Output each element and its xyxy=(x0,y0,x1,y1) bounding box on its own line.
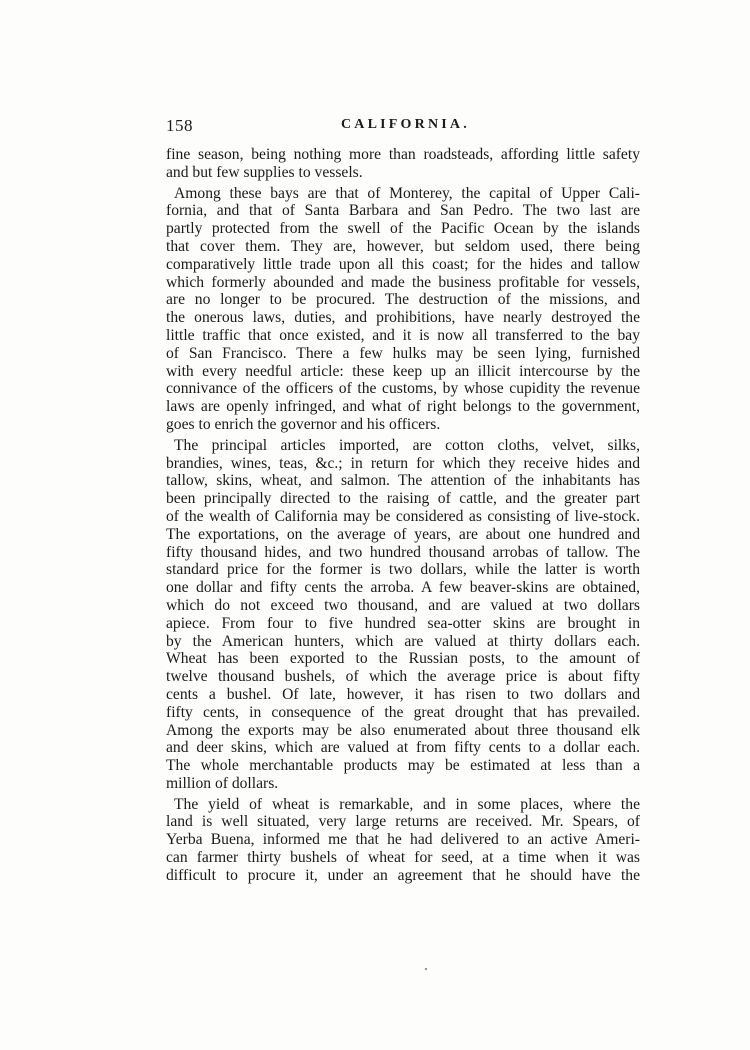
text-line: standard price for the former is two dollars, while the latter is worth xyxy=(166,561,640,579)
text-line: fifty cents, in consequence of the great drought that has prevailed. xyxy=(166,703,640,721)
text-line: land is well situated, very large returns are received. Mr. Spears, of xyxy=(166,813,640,831)
text-line: Among these bays are that of Monterey, the capital of Upper Cali- xyxy=(174,184,640,202)
text-line: Yerba Buena, informed me that he had delivered to an active Ameri- xyxy=(166,831,640,849)
text-line: laws are openly infringed, and what of right belongs to the government, xyxy=(166,398,640,416)
text-line: Wheat has been exported to the Russian posts, to the amount of xyxy=(166,650,640,668)
text-line: fine season, being nothing more than roadsteads, affording little safety xyxy=(166,146,640,163)
text-line: Among the exports may be also enumerated about three thousand elk xyxy=(166,721,640,739)
running-head xyxy=(166,116,640,138)
text-line: of San Francisco. There a few hulks may be seen lying, furnished xyxy=(166,344,640,362)
text-line: million of dollars. xyxy=(166,774,279,792)
ink-speck xyxy=(425,968,427,970)
text-line: goes to enrich the governor and his officers. xyxy=(166,415,441,433)
text-line: the onerous laws, duties, and prohibitions, have nearly destroyed the xyxy=(166,309,640,327)
text-line: apiece. From four to five hundred sea-otter skins are brought in xyxy=(166,614,640,632)
text-line: The principal articles imported, are cotton cloths, velvet, silks, xyxy=(174,436,640,454)
text-line: been principally directed to the raising of cattle, and the greater part xyxy=(166,490,640,508)
page-number: 158 xyxy=(166,116,193,135)
text-line: are no longer to be procured. The destruction of the missions, and xyxy=(166,291,640,309)
paragraph xyxy=(166,437,640,793)
text-line: which do not exceed two thousand, and are valued at two dollars xyxy=(166,596,640,614)
text-line: one dollar and fifty cents the arroba. A few beaver-skins are obtained, xyxy=(166,579,640,597)
text-line: The exportations, on the average of years, are about one hundred and xyxy=(166,525,640,543)
text-line: and but few supplies to vessels. xyxy=(166,163,363,181)
running-title: CALIFORNIA. xyxy=(341,117,470,132)
text-line: brandies, wines, teas, &c.; in return for which they receive hides and xyxy=(166,454,640,472)
paragraph xyxy=(166,185,640,434)
text-line: difficult to procure it, under an agreement that he should have the xyxy=(166,866,640,884)
text-line: and deer skins, which are valued at from fifty cents to a dollar each. xyxy=(166,739,640,757)
text-line: of the wealth of California may be considered as consisting of live-stock. xyxy=(166,507,640,525)
text-line: that cover them. They are, however, but seldom used, there being xyxy=(166,237,640,255)
text-line: little traffic that once existed, and it is now all transferred to the bay xyxy=(166,326,640,344)
text-line: The whole merchantable products may be estimated at less than a xyxy=(166,757,640,775)
text-line: partly protected from the swell of the Pacific Ocean by the islands xyxy=(166,220,640,238)
text-line: connivance of the officers of the customs, by whose cupidity the revenue xyxy=(166,380,640,398)
body-text xyxy=(166,146,640,888)
paragraph xyxy=(166,796,640,885)
paragraph xyxy=(166,146,640,182)
text-line: cents a bushel. Of late, however, it has risen to two dollars and xyxy=(166,685,640,703)
text-line: by the American hunters, which are valued at thirty dollars each. xyxy=(166,632,640,650)
text-line: twelve thousand bushels, of which the average price is about fifty xyxy=(166,668,640,686)
text-line: with every needful article: these keep up an illicit intercourse by the xyxy=(166,362,640,380)
text-line: fifty thousand hides, and two hundred thousand arrobas of tallow. The xyxy=(166,543,640,561)
text-line: The yield of wheat is remarkable, and in some places, where the xyxy=(174,795,640,813)
text-line: fornia, and that of Santa Barbara and San Pedro. The two last are xyxy=(166,202,640,220)
text-line: can farmer thirty bushels of wheat for seed, at a time when it was xyxy=(166,849,640,867)
text-line: comparatively little trade upon all this coast; for the hides and tallow xyxy=(166,255,640,273)
text-line: tallow, skins, wheat, and salmon. The attention of the inhabitants has xyxy=(166,472,640,490)
text-line: which formerly abounded and made the business profitable for vessels, xyxy=(166,273,640,291)
